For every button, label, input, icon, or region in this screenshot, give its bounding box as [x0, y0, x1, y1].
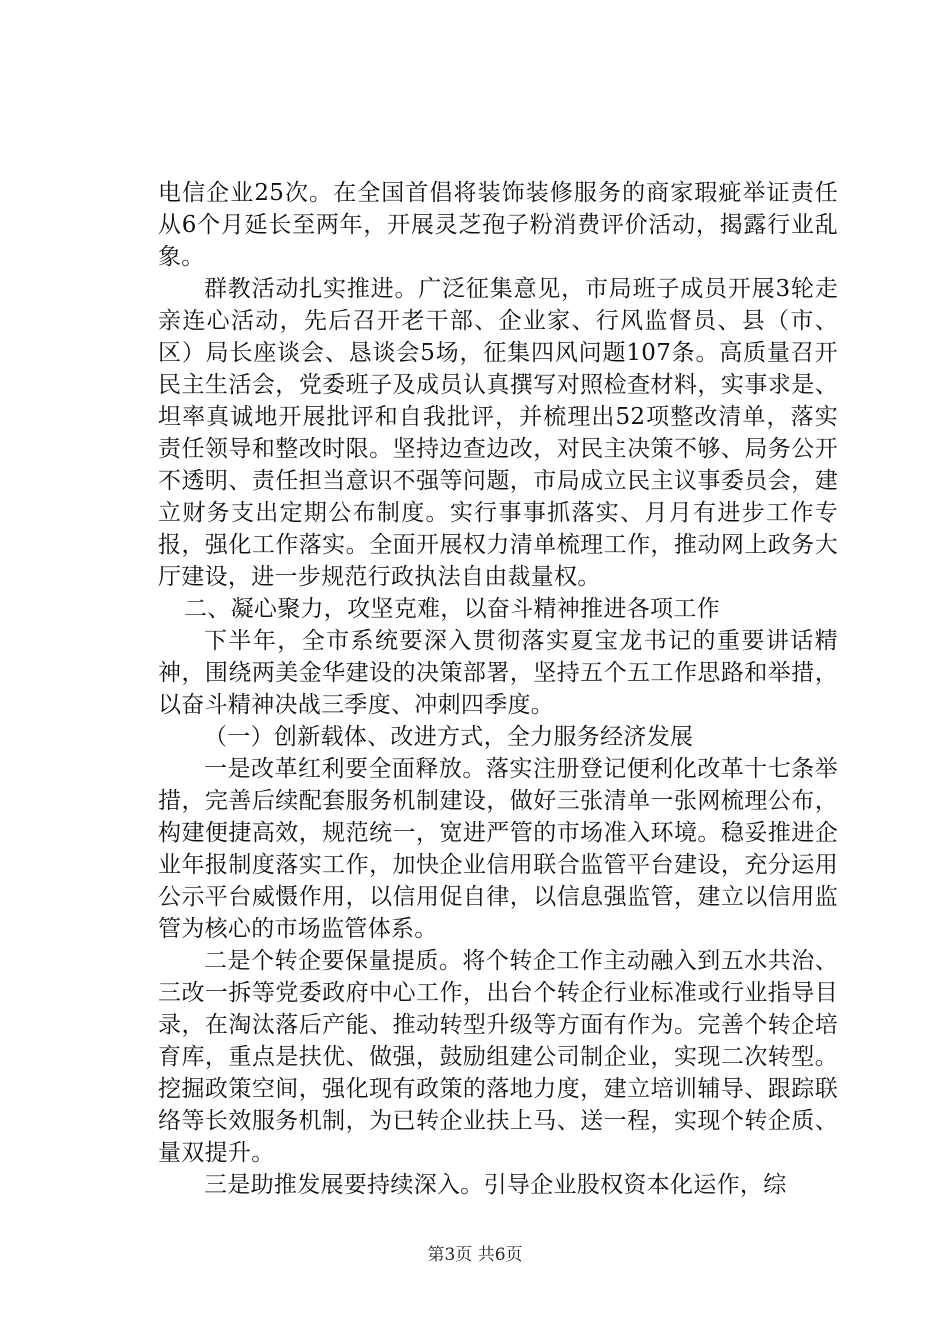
document-body	[158, 177, 838, 1201]
page-footer: 第3页 共6页	[427, 1245, 523, 1265]
paragraph-promote-development: 三是助推发展要持续深入。引导企业股权资本化运作，综	[204, 1172, 787, 1198]
paragraph-reform-dividend: 一是改革红利要全面释放。落实注册登记便利化改革十七条举措，完善后续配套服务机制建设，做好三张清单一张网梳理公布，构建便捷高效，规范统一，宽进严管的市场准入环境。稳妥推进企业年报制度落实工作，加快企业信用联合监管平台建设，充分运用公示平台威慑作用，以信用促自律，以信息强监管，建立以信用监管为核心的市场监管体系。	[158, 756, 838, 942]
section-heading-2: 二、凝心聚力，攻坚克难，以奋斗精神推进各项工作	[184, 596, 720, 622]
paragraph-second-half: 下半年，全市系统要深入贯彻落实夏宝龙书记的重要讲话精神，围绕两美金华建设的决策部署，坚持五个五工作思路和举措，以奋斗精神决战三季度、冲刺四季度。	[158, 628, 838, 718]
subsection-heading-1: （一）创新载体、改进方式，全力服务经济发展	[204, 724, 694, 750]
paragraph-individual-to-enterprise: 二是个转企要保量提质。将个转企工作主动融入到五水共治、三改一拆等党委政府中心工作，出台个转企行业标准或行业指导目录，在淘汰落后产能、推动转型升级等方面有作为。完善个转企培育库，重点是扶优、做强，鼓励组建公司制企业，实现二次转型。挖掘政策空间，强化现有政策的落地力度，建立培训辅导、跟踪联络等长效服务机制，为已转企业扶上马、送一程，实现个转企质、量双提升。	[158, 948, 838, 1166]
paragraph-continuation: 电信企业25次。在全国首倡将装饰装修服务的商家瑕疵举证责任从6个月延长至两年，开展灵芝孢子粉消费评价活动，揭露行业乱象。	[158, 180, 838, 270]
paragraph-mass-education: 群教活动扎实推进。广泛征集意见，市局班子成员开展3轮走亲连心活动，先后召开老干部、企业家、行风监督员、县（市、区）局长座谈会、恳谈会5场，征集四风问题107条。高质量召开民主生活会，党委班子及成员认真撰写对照检查材料，实事求是、坦率真诚地开展批评和自我批评，并梳理出52项整改清单，落实责任领导和整改时限。坚持边查边改，对民主决策不够、局务公开不透明、责任担当意识不强等问题，市局成立民主议事委员会，建立财务支出定期公布制度。实行事事抓落实、月月有进步工作专报，强化工作落实。全面开展权力清单梳理工作，推动网上政务大厅建设，进一步规范行政执法自由裁量权。	[158, 276, 838, 590]
